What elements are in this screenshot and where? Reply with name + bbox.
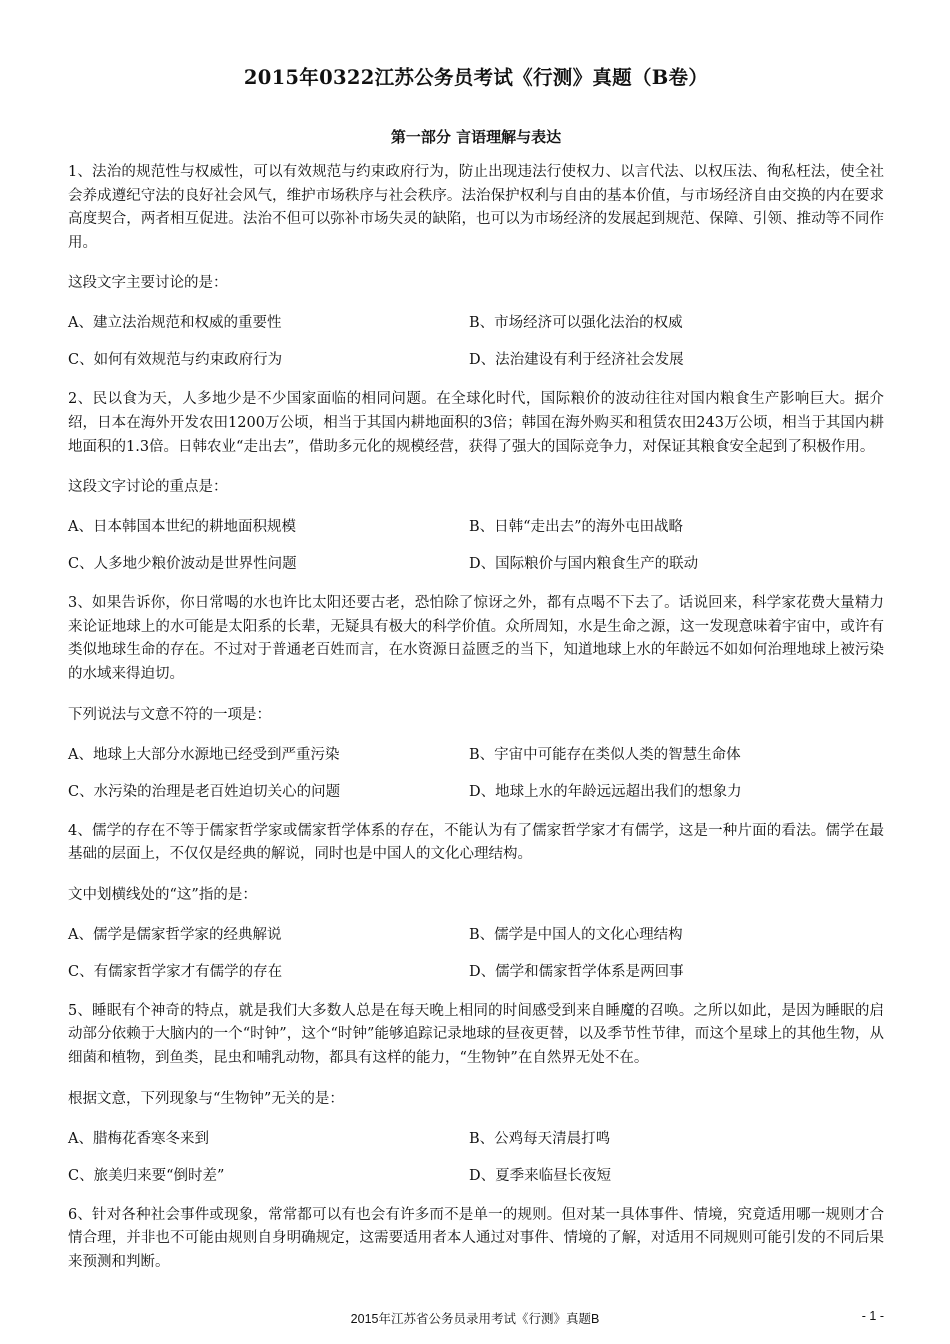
option-d: D、儒学和儒家哲学体系是两回事 bbox=[469, 963, 684, 980]
options-list bbox=[68, 1128, 884, 1188]
question-3 bbox=[68, 592, 884, 686]
option-d: D、国际粮价与国内粮食生产的联动 bbox=[469, 556, 699, 573]
question-prompt: 这段文字主要讨论的是： bbox=[68, 275, 228, 292]
question-5 bbox=[68, 1000, 884, 1071]
option-a: A、腊梅花香寒冬来到 bbox=[68, 1130, 209, 1147]
option-c: C、人多地少粮价波动是世界性问题 bbox=[68, 556, 297, 573]
options-list bbox=[68, 516, 884, 576]
question-4 bbox=[68, 820, 884, 867]
question-prompt: 下列说法与文意不符的一项是： bbox=[68, 706, 271, 723]
question-1 bbox=[68, 161, 884, 255]
option-b: B、公鸡每天清晨打鸣 bbox=[469, 1130, 611, 1147]
question-text: 5、睡眠有个神奇的特点，就是我们大多数人总是在每天晚上相同的时间感受到来自睡魔的召唤。之所以如此，是因为睡眠的启动部分依赖于大脑内的一个“时钟”，这个“时钟”能够追踪记录地球的昼夜更替，以及季节性节律，而这个星球上的其他生物，从细菌和植物，到鱼类，昆虫和哺乳动物，都具有这样的能力，“生物钟”在自然界无处不在。 bbox=[68, 1002, 884, 1066]
question-prompt: 文中划横线处的“这”指的是： bbox=[68, 886, 257, 903]
question-2 bbox=[68, 388, 884, 459]
option-c: C、旅美归来要“倒时差” bbox=[68, 1167, 225, 1184]
question-text: 2、民以食为天，人多地少是不少国家面临的相同问题。在全球化时代，国际粮价的波动往往对国内粮食生产影响巨大。据介绍，日本在海外开发农田1200万公顷，相当于其国内耕地面积的3倍；韩国在海外购买和租赁农田243万公顷，相当于其国内耕地面积的1.3倍。日韩农业“走出去”，借助多元化的规模经营，获得了强大的国际竞争力，对保证其粮食安全起到了积极作用。 bbox=[68, 391, 884, 455]
question-prompt: 根据文意，下列现象与“生物钟”无关的是： bbox=[68, 1090, 344, 1107]
options-list bbox=[68, 312, 884, 372]
options-list bbox=[68, 924, 884, 984]
question-text: 3、如果告诉你，你日常喝的水也许比太阳还要古老，恐怕除了惊讶之外，都有点喝不下去了。话说回来，科学家花费大量精力来论证地球上的水可能是太阳系的长辈，无疑具有极大的科学价值。众所周知，水是生命之源，这一发现意味着宇宙中，或许有类似地球生命的存在。不过对于普通老百姓而言，在水资源日益匮乏的当下，知道地球上水的年龄远不如如何治理地球上被污染的水域来得迫切。 bbox=[68, 595, 884, 682]
question-prompt: 这段文字讨论的重点是： bbox=[68, 479, 228, 496]
option-a: A、地球上大部分水源地已经受到严重污染 bbox=[68, 746, 340, 763]
page-number: - 1 - bbox=[861, 1309, 884, 1323]
question-text: 1、法治的规范性与权威性，可以有效规范与约束政府行为，防止出现违法行使权力、以言代法、以权压法、徇私枉法，使全社会养成遵纪守法的良好社会风气，维护市场秩序与社会秩序。法治保护权利与自由的基本价值，与市场经济自由交换的内在要求高度契合，两者相互促进。法治不但可以弥补市场失灵的缺陷，也可以为市场经济的发展起到规范、保障、引领、推动等不同作用。 bbox=[68, 164, 884, 251]
option-a: A、儒学是儒家哲学家的经典解说 bbox=[68, 926, 282, 943]
document-title: 2015年0322江苏公务员考试《行测》真题（B卷） bbox=[243, 66, 709, 89]
option-b: B、日韩“走出去”的海外屯田战略 bbox=[469, 519, 683, 536]
option-d: D、夏季来临昼长夜短 bbox=[469, 1167, 612, 1184]
question-6 bbox=[68, 1204, 884, 1275]
question-text: 6、针对各种社会事件或现象，常常都可以有也会有许多而不是单一的规则。但对某一具体事件、情境，究竟适用哪一规则才合情合理，并非也不可能由规则自身明确规定，这需要适用者本人通过对事件、情境的了解，对适用不同规则可能引发的不同后果来预测和判断。 bbox=[68, 1206, 884, 1270]
section-title: 第一部分 言语理解与表达 bbox=[390, 128, 562, 146]
option-c: C、有儒家哲学家才有儒学的存在 bbox=[68, 963, 283, 980]
option-d: D、法治建设有利于经济社会发展 bbox=[469, 352, 684, 369]
option-d: D、地球上水的年龄远远超出我们的想象力 bbox=[469, 783, 742, 800]
options-list bbox=[68, 744, 884, 804]
option-b: B、宇宙中可能存在类似人类的智慧生命体 bbox=[469, 746, 741, 763]
option-a: A、日本韩国本世纪的耕地面积规模 bbox=[68, 519, 296, 536]
option-b: B、市场经济可以强化法治的权威 bbox=[469, 315, 683, 332]
option-c: C、如何有效规范与约束政府行为 bbox=[68, 352, 283, 369]
document-page bbox=[68, 62, 884, 1291]
option-b: B、儒学是中国人的文化心理结构 bbox=[469, 926, 683, 943]
question-text: 4、儒学的存在不等于儒家哲学家或儒家哲学体系的存在，不能认为有了儒家哲学家才有儒学，这是一种片面的看法。儒学在最基础的层面上，不仅仅是经典的解说，同时也是中国人的文化心理结构。 bbox=[68, 822, 884, 863]
option-c: C、水污染的治理是老百姓迫切关心的问题 bbox=[68, 783, 341, 800]
option-a: A、建立法治规范和权威的重要性 bbox=[68, 315, 282, 332]
footer-text: 2015年江苏省公务员录用考试《行测》真题B bbox=[350, 1312, 600, 1326]
